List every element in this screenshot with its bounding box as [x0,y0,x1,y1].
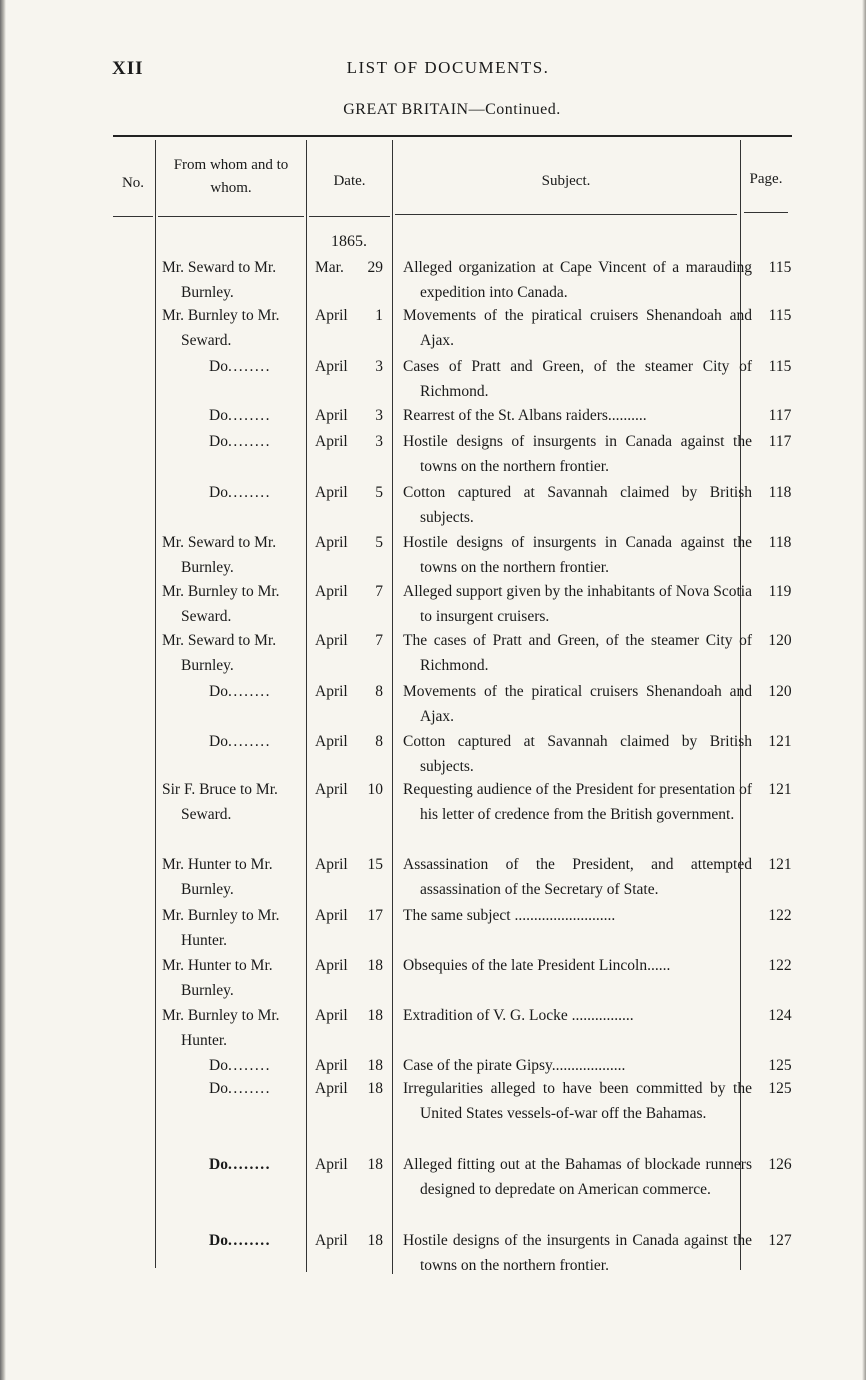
row-from: Mr. Seward to Mr. Burnley. [162,632,277,674]
divider-no-from [155,140,156,1268]
row-page: 115 [768,259,792,276]
row-date-day: 17 [367,907,383,924]
row-subject-text: Rearrest of the St. Albans raiders [403,407,608,424]
row-date [315,1003,383,1028]
row-date-day: 18 [367,1080,383,1097]
section-subtitle: GREAT BRITAIN—Continued. [343,101,561,118]
row-date-month: April [315,583,348,600]
row-subject: Cases of Pratt and Green, of the steamer City of Richmond. [403,358,752,400]
row-from [209,1152,304,1177]
leader-dots: ................... [551,1057,626,1074]
divider-date-subject [392,140,393,1274]
header-rule-page [744,212,788,213]
row-from-ditto: Do [209,1232,228,1249]
leader-dots: .......................... [510,907,616,924]
table-top-rule [113,135,792,137]
row-subject: The cases of Pratt and Green, of the steamer City of Richmond. [403,632,752,674]
row-date [315,953,383,978]
row-subject: Alleged fitting out at the Bahamas of blockade runners designed to depredate on American commerce. [403,1156,752,1198]
col-header-subject: Subject. [541,173,591,189]
row-date-month: April [315,407,348,424]
row-page: 127 [768,1232,792,1249]
row-from-ditto: Do [209,1080,228,1097]
row-date-month: April [315,484,348,501]
row-date-month: April [315,1156,348,1173]
row-subject: Cotton captured at Savannah claimed by British subjects. [403,733,752,775]
row-from: Mr. Hunter to Mr. Burnley. [162,957,273,999]
row-from: Mr. Seward to Mr. Burnley. [162,259,277,301]
row-date-day: 5 [375,534,383,551]
row-date-month: April [315,307,348,324]
row-date-month: April [315,433,348,450]
row-date-month: April [315,534,348,551]
row-page: 115 [768,358,792,375]
row-page: 115 [768,307,792,324]
row-date-day: 5 [375,484,383,501]
row-from [209,1076,304,1101]
row-page: 125 [768,1080,792,1097]
row-date-month: April [315,1007,348,1024]
row-date [315,1152,383,1177]
col-header-date: Date. [333,173,366,189]
row-page: 121 [768,781,792,798]
row-date-month: April [315,781,348,798]
row-subject: Hostile designs of insurgents in Canada against the towns on the northern frontier. [403,534,752,576]
leader-dots: ........ [227,358,271,375]
row-subject [403,903,752,928]
row-page: 120 [768,632,792,649]
row-subject: Irregularities alleged to have been committed by the United States vessels-of-war off the Bahamas. [403,1080,752,1122]
leader-dots: ........ [227,407,271,424]
row-date-month: April [315,1080,348,1097]
row-from-ditto: Do [209,1156,228,1173]
row-subject [403,403,752,428]
row-date-day: 18 [367,1007,383,1024]
row-from-ditto: Do [209,683,228,700]
col-header-from: From whom and to whom. [173,157,289,196]
row-date [315,777,383,802]
row-date-day: 1 [375,307,383,324]
row-subject-text: Extradition of V. G. Locke [403,1007,568,1024]
row-date-month: April [315,358,348,375]
row-from-ditto: Do [209,733,228,750]
row-subject: Hostile designs of insurgents in Canada against the towns on the northern frontier. [403,433,752,475]
row-date [315,530,383,555]
row-subject [403,953,752,978]
header-rule-date [309,216,390,217]
row-date-day: 3 [375,407,383,424]
row-date [315,1228,383,1253]
row-date-day: 8 [375,683,383,700]
row-from: Mr. Burnley to Mr. Seward. [162,307,280,349]
row-date [315,480,383,505]
row-date-month: April [315,856,348,873]
row-from [209,403,304,428]
row-date-month: April [315,1232,348,1249]
row-date [315,403,383,428]
row-from: Mr. Burnley to Mr. Seward. [162,583,280,625]
row-page: 125 [768,1057,792,1074]
year-label: 1865. [331,233,367,250]
row-date [315,303,383,328]
row-date-day: 3 [375,358,383,375]
row-from [209,729,304,754]
row-date-day: 29 [367,259,383,276]
row-subject-text: The same subject [403,907,511,924]
row-subject: Requesting audience of the President for presentation of his letter of credence from the British government. [403,781,752,823]
row-date [315,852,383,877]
row-page: 117 [768,433,792,450]
row-page: 118 [768,484,792,501]
row-date-day: 7 [375,583,383,600]
row-page: 121 [768,733,792,750]
leader-dots: ........ [227,1057,271,1074]
row-date [315,255,383,280]
row-page: 122 [768,907,792,924]
page-edge-left [0,0,6,1380]
row-from: Mr. Burnley to Mr. Hunter. [162,907,280,949]
row-from: Sir F. Bruce to Mr. Seward. [162,781,278,823]
row-date [315,679,383,704]
row-from [209,1053,304,1078]
row-date [315,354,383,379]
header-rule-from [158,216,304,217]
col-header-page: Page. [749,171,783,187]
row-subject-text: Obsequies of the late President Lincoln [403,957,648,974]
page-edge-right [862,0,866,1380]
row-date-day: 10 [367,781,383,798]
row-from-ditto: Do [209,358,228,375]
row-from [209,1228,304,1253]
leader-dots: ........ [227,1232,271,1249]
header-rule-no [113,216,153,217]
row-subject [403,1053,752,1078]
page-title: LIST OF DOCUMENTS. [346,58,550,77]
row-date [315,1053,383,1078]
row-subject: Alleged support given by the inhabitants of Nova Scotia to insurgent cruisers. [403,583,752,625]
row-from [209,480,304,505]
col-header-no: No. [121,175,145,191]
row-page: 120 [768,683,792,700]
header-rule-subject [395,214,737,215]
leader-dots: ........ [227,683,271,700]
row-page: 121 [768,856,792,873]
row-date [315,729,383,754]
row-subject: Cotton captured at Savannah claimed by British subjects. [403,484,752,526]
row-date-month: April [315,632,348,649]
row-subject: Alleged organization at Cape Vincent of a marauding expedition into Canada. [403,259,752,301]
row-date-month: April [315,733,348,750]
row-date [315,429,383,454]
leader-dots: .......... [607,407,647,424]
row-page: 126 [768,1156,792,1173]
row-page: 117 [768,407,792,424]
page-number: XII [112,58,144,79]
row-date [315,628,383,653]
row-from [209,679,304,704]
row-date-day: 18 [367,1156,383,1173]
row-from: Mr. Hunter to Mr. Burnley. [162,856,273,898]
row-from [209,429,304,454]
row-from-ditto: Do [209,407,228,424]
row-page: 122 [768,957,792,974]
row-date-day: 18 [367,1057,383,1074]
leader-dots: ........ [227,1080,271,1097]
row-date [315,579,383,604]
row-from-ditto: Do [209,484,228,501]
leader-dots: ........ [227,1156,271,1173]
row-subject: Hostile designs of the insurgents in Canada against the towns on the northern frontier. [403,1232,752,1274]
row-date-day: 18 [367,957,383,974]
row-date-day: 18 [367,1232,383,1249]
row-subject: Movements of the piratical cruisers Shenandoah and Ajax. [403,307,752,349]
row-subject [403,1003,752,1028]
row-date-month: April [315,907,348,924]
leader-dots: ...... [647,957,671,974]
row-page: 124 [768,1007,792,1024]
row-date-day: 3 [375,433,383,450]
row-subject-text: Case of the pirate Gipsy [403,1057,552,1074]
row-date-month: April [315,1057,348,1074]
row-date-month: April [315,957,348,974]
row-from: Mr. Seward to Mr. Burnley. [162,534,277,576]
row-date-month: April [315,683,348,700]
row-subject: Movements of the piratical cruisers Shenandoah and Ajax. [403,683,752,725]
row-page: 118 [768,534,792,551]
row-date-day: 7 [375,632,383,649]
row-from-ditto: Do [209,1057,228,1074]
row-date [315,1076,383,1101]
row-date-day: 8 [375,733,383,750]
leader-dots: ........ [227,733,271,750]
row-date [315,903,383,928]
row-date-month: Mar. [315,259,344,276]
row-page: 119 [768,583,792,600]
row-from-ditto: Do [209,433,228,450]
row-from: Mr. Burnley to Mr. Hunter. [162,1007,280,1049]
leader-dots: ................ [567,1007,634,1024]
row-from [209,354,304,379]
leader-dots: ........ [227,433,271,450]
leader-dots: ........ [227,484,271,501]
row-date-day: 15 [367,856,383,873]
row-subject: Assassination of the President, and attempted assassination of the Secretary of State. [403,856,752,898]
